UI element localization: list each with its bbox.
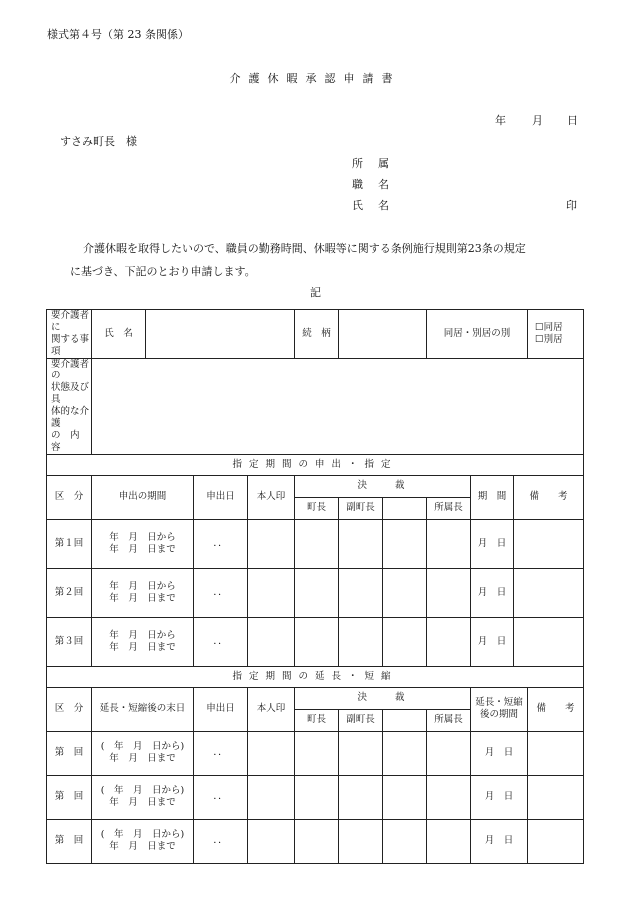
applicant-position-label: 職 名 bbox=[352, 178, 391, 191]
designation-category-header: 区 分 bbox=[47, 475, 92, 519]
care-state-field[interactable] bbox=[92, 358, 584, 454]
extension-seal-header: 本人印 bbox=[248, 687, 295, 731]
designation-row-mayor[interactable] bbox=[295, 568, 339, 617]
extension-term-header bbox=[471, 687, 528, 731]
extension-row-end-date[interactable] bbox=[92, 731, 194, 775]
extension-row-remarks[interactable] bbox=[528, 819, 584, 863]
designation-row-blank[interactable] bbox=[383, 519, 427, 568]
ki-heading: 記 bbox=[310, 286, 321, 299]
cohabit-label: 同居・別居の別 bbox=[427, 310, 528, 359]
period-from: 年 月 日から bbox=[109, 580, 176, 592]
designation-row-period[interactable] bbox=[92, 568, 194, 617]
extension-term-line2: 後の期間 bbox=[480, 709, 519, 720]
extension-to: 年 月 日まで bbox=[109, 841, 176, 852]
extension-date-header: 申出日 bbox=[194, 687, 248, 731]
extension-row-seal[interactable] bbox=[248, 775, 295, 819]
extension-from: ( 年 月 日から) bbox=[100, 829, 185, 841]
care-recipient-line2: 関する事項 bbox=[51, 333, 90, 357]
designation-row-dept[interactable] bbox=[427, 617, 471, 666]
designation-row-blank[interactable] bbox=[383, 617, 427, 666]
application-table bbox=[46, 309, 584, 864]
extension-from: ( 年 月 日から) bbox=[100, 741, 185, 753]
designation-row-label: 第２回 bbox=[47, 568, 92, 617]
recipient-name-field[interactable] bbox=[146, 310, 295, 359]
extension-row-dept[interactable] bbox=[427, 775, 471, 819]
extension-row-label: 第 回 bbox=[47, 775, 92, 819]
approver-blank bbox=[383, 709, 427, 731]
designation-row-mayor[interactable] bbox=[295, 519, 339, 568]
designation-row-vice[interactable] bbox=[339, 617, 383, 666]
form-number: 様式第４号（第 23 条関係） bbox=[47, 28, 189, 41]
designation-decision-header: 決 裁 bbox=[295, 475, 471, 497]
designation-row-label: 第１回 bbox=[47, 519, 92, 568]
designation-seal-header: 本人印 bbox=[248, 475, 295, 519]
designation-term-header: 期 間 bbox=[471, 475, 514, 519]
extension-row-vice[interactable] bbox=[339, 775, 383, 819]
extension-row-seal[interactable] bbox=[248, 819, 295, 863]
period-to: 年 月 日まで bbox=[109, 641, 176, 653]
extension-row-vice[interactable] bbox=[339, 819, 383, 863]
designation-remarks-header: 備 考 bbox=[514, 475, 584, 519]
extension-row-dept[interactable] bbox=[427, 731, 471, 775]
cohabit-options bbox=[528, 310, 584, 359]
applicant-dept-label: 所 属 bbox=[352, 157, 391, 170]
period-from: 年 月 日から bbox=[109, 629, 176, 641]
extension-row-date[interactable]: ．． bbox=[194, 731, 248, 775]
approver-blank bbox=[383, 497, 427, 519]
designation-row-term[interactable]: 月 日 bbox=[471, 519, 514, 568]
approver-dept-head: 所属長 bbox=[427, 497, 471, 519]
designation-period-header: 申出の期間 bbox=[92, 475, 194, 519]
designation-row-vice[interactable] bbox=[339, 568, 383, 617]
designation-row-vice[interactable] bbox=[339, 519, 383, 568]
extension-term-line1: 延長・短縮 bbox=[475, 697, 523, 709]
designation-row-dept[interactable] bbox=[427, 519, 471, 568]
extension-category-header: 区 分 bbox=[47, 687, 92, 731]
extension-row-label: 第 回 bbox=[47, 819, 92, 863]
designation-row-remarks[interactable] bbox=[514, 617, 584, 666]
date-month: 月 bbox=[532, 114, 543, 127]
care-state-line4: の 内 容 bbox=[51, 429, 90, 453]
extension-row-term[interactable]: 月 日 bbox=[471, 819, 528, 863]
extension-decision-header: 決 裁 bbox=[295, 687, 471, 709]
document-title: 介護休暇承認申請書 bbox=[229, 72, 401, 85]
designation-row-dept[interactable] bbox=[427, 568, 471, 617]
care-state-label bbox=[47, 358, 92, 454]
period-from: 年 月 日から bbox=[109, 531, 176, 543]
relation-field[interactable] bbox=[339, 310, 427, 359]
extension-from: ( 年 月 日から) bbox=[100, 785, 185, 797]
designation-row-label: 第３回 bbox=[47, 617, 92, 666]
date-year: 年 bbox=[495, 114, 506, 127]
designation-row-mayor[interactable] bbox=[295, 617, 339, 666]
care-state-line1: 要介護者の bbox=[51, 358, 90, 382]
care-state-line3: 体的な介護 bbox=[51, 406, 90, 429]
designation-row-date[interactable]: ．． bbox=[194, 568, 248, 617]
period-to: 年 月 日まで bbox=[109, 543, 176, 555]
approver-dept-head: 所属長 bbox=[427, 709, 471, 731]
extension-row-remarks[interactable] bbox=[528, 775, 584, 819]
extension-row-date[interactable]: ．． bbox=[194, 819, 248, 863]
designation-row-remarks[interactable] bbox=[514, 568, 584, 617]
designation-row-term[interactable]: 月 日 bbox=[471, 617, 514, 666]
designation-row-term[interactable]: 月 日 bbox=[471, 568, 514, 617]
care-recipient-line1: 要介護者に bbox=[51, 310, 90, 333]
extension-remarks-header: 備 考 bbox=[528, 687, 584, 731]
extension-row-mayor[interactable] bbox=[295, 819, 339, 863]
approver-mayor: 町長 bbox=[295, 497, 339, 519]
extension-row-blank[interactable] bbox=[383, 775, 427, 819]
extension-row-mayor[interactable] bbox=[295, 775, 339, 819]
extension-row-term[interactable]: 月 日 bbox=[471, 775, 528, 819]
extension-row-term[interactable]: 月 日 bbox=[471, 731, 528, 775]
applicant-name-label: 氏 名 bbox=[352, 199, 391, 212]
care-recipient-section bbox=[47, 310, 92, 359]
body-text-line2: に基づき、下記のとおり申請します。 bbox=[70, 265, 256, 278]
extension-to: 年 月 日まで bbox=[109, 753, 176, 764]
period-to: 年 月 日まで bbox=[109, 592, 176, 604]
cohabit-checkbox[interactable]: ☐同居 bbox=[535, 321, 563, 333]
designation-row-seal[interactable] bbox=[248, 617, 295, 666]
designation-row-blank[interactable] bbox=[383, 568, 427, 617]
extension-to: 年 月 日まで bbox=[109, 797, 176, 808]
approver-vice-mayor: 副町長 bbox=[339, 497, 383, 519]
relation-label: 続 柄 bbox=[295, 310, 339, 359]
date-day: 日 bbox=[567, 114, 578, 127]
extension-row-end-date[interactable] bbox=[92, 775, 194, 819]
designation-row-remarks[interactable] bbox=[514, 519, 584, 568]
designation-row-date[interactable]: ．． bbox=[194, 519, 248, 568]
care-state-line2: 状態及び具 bbox=[51, 382, 90, 406]
extension-end-date-header: 延長・短縮後の末日 bbox=[92, 687, 194, 731]
extension-row-end-date[interactable] bbox=[92, 819, 194, 863]
separate-checkbox[interactable]: ☐別居 bbox=[535, 333, 563, 345]
body-text-line1: 介護休暇を取得したいので、職員の勤務時間、休暇等に関する条例施行規則第23条の規定 bbox=[83, 242, 526, 255]
seal-mark: 印 bbox=[566, 199, 577, 212]
approver-vice-mayor: 副町長 bbox=[339, 709, 383, 731]
extension-row-mayor[interactable] bbox=[295, 731, 339, 775]
designation-row-seal[interactable] bbox=[248, 568, 295, 617]
designation-row-period[interactable] bbox=[92, 519, 194, 568]
approver-mayor: 町長 bbox=[295, 709, 339, 731]
designation-row-seal[interactable] bbox=[248, 519, 295, 568]
extension-row-dept[interactable] bbox=[427, 819, 471, 863]
designation-section-title: 指定期間の申出・指定 bbox=[47, 454, 584, 475]
extension-row-seal[interactable] bbox=[248, 731, 295, 775]
extension-row-blank[interactable] bbox=[383, 731, 427, 775]
recipient-name-label: 氏 名 bbox=[92, 310, 146, 359]
extension-section-title: 指定期間の延長・短縮 bbox=[47, 666, 584, 687]
designation-date-header: 申出日 bbox=[194, 475, 248, 519]
extension-row-blank[interactable] bbox=[383, 819, 427, 863]
extension-row-vice[interactable] bbox=[339, 731, 383, 775]
extension-row-remarks[interactable] bbox=[528, 731, 584, 775]
designation-row-date[interactable]: ．． bbox=[194, 617, 248, 666]
extension-row-date[interactable]: ．． bbox=[194, 775, 248, 819]
designation-row-period[interactable] bbox=[92, 617, 194, 666]
addressee: すさみ町長 様 bbox=[60, 135, 137, 148]
extension-row-label: 第 回 bbox=[47, 731, 92, 775]
